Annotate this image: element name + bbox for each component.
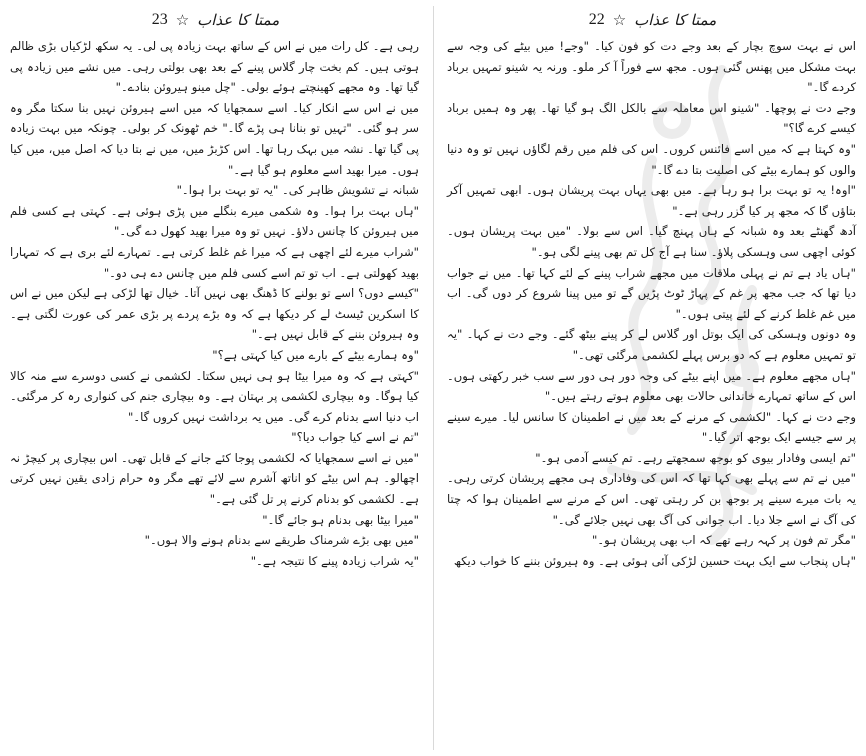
page-header xyxy=(6,6,425,34)
paragraph: "میرا بیٹا بھی بدنام ہو جائے گا۔" xyxy=(262,512,419,527)
star-icon: ☆ xyxy=(612,11,627,29)
paragraph: وجے دت نے پوچھا۔ "شینو اس معاملہ سے بالکل الگ ہو گیا تھا۔ پھر وہ ہمیں برباد کیسے کرے گا؟" xyxy=(447,100,856,136)
paragraph: "ہاں مجھے معلوم ہے۔ میں اپنے بیٹے کی وجہ دور ہی دور سے سب خبر رکھتی ہوں۔ اس کے ساتھ تمہارے خاندانی حالات بھی معلوم ہوتے رہتے ہیں۔" xyxy=(447,368,856,404)
paragraph: وجے دت نے کہا۔ "لکشمی کے مرنے کے بعد میں نے اطمینان کا سانس لیا۔ میرے سینے پر سے جیسے ایک بوجھ اتر گیا۔" xyxy=(447,409,856,445)
paragraph: "مگر تم فون پر کہہ رہے تھے کہ اب بھی پریشان ہو۔" xyxy=(592,533,856,548)
paragraph: "میں نے تم سے پہلے بھی کہا تھا کہ اس کی وفاداری ہی مجھے پریشان کرتی رہی۔ یہ بات میرے سینے پر بوجھ بن کر رہتی تھی۔ اس کے مرنے سے اطمینان ہوا کہ چتا کی آگ نے اسے جلا دیا۔ اب جوانی کی آگ بھی نہیں جلائے گی۔" xyxy=(447,471,856,527)
paragraph: "تم ایسی وفادار بیوی کو بوجھ سمجھتے رہے۔ تم کیسے آدمی ہو۔" xyxy=(535,450,856,465)
paragraph: "کیسے دوں؟ اسے تو بولنے کا ڈھنگ بھی نہیں آتا۔ خیال تھا لڑکی ہے لیکن میں نے اس کا اسکرین ٹیسٹ لے کر دیکھا ہے کہ وہ بڑے پردے پر بڑی عمر کی عورت لگتی ہے۔ وہ ہیروئن بننے کے قابل نہیں ہے۔" xyxy=(10,286,419,342)
paragraph: "ہاں یاد ہے تم نے پہلی ملاقات میں مجھے شراب پینے کے لئے کہا تھا۔ میں نے جواب دیا تھا کہ جب مجھ پر غم کے پہاڑ ٹوٹ پڑیں گے تو میں پینا شروع کر دوں گی۔ اب میں غم غلط کرنے کے لئے پیتی ہوں۔" xyxy=(447,265,856,321)
paragraph: "کہتی ہے کہ وہ میرا بیٹا ہو ہی نہیں سکتا۔ لکشمی نے کسی دوسرے سے منہ کالا کیا ہوگا۔ وہ بیچاری لکشمی پر بہتان ہے۔ وہ بیچاری جنم کی کنواری رہ کر مرگئی۔ اب دنیا اسے بدنام کرے گی۔ میں یہ برداشت نہیں کروں گا۔" xyxy=(10,368,419,424)
star-icon: ☆ xyxy=(175,11,190,29)
paragraph: "یہ شراب زیادہ پینے کا نتیجہ ہے۔" xyxy=(250,553,419,568)
paragraph: وہ دونوں وہسکی کی ایک بوتل اور گلاس لے کر پینے بیٹھ گئے۔ وجے دت نے کہا۔ "یہ تو تمہیں معلوم ہے کہ دو برس پہلے لکشمی مرگئی تھی۔" xyxy=(447,327,856,362)
page-body xyxy=(10,36,419,752)
paragraph: اس نے بہت سوچ بچار کے بعد وجے دت کو فون کیا۔ "وجے! میں بیٹے کی وجہ سے بہت مشکل میں پھنس گئی ہوں۔ مجھ سے فوراً آ کر ملو۔ ورنہ یہ شینو تمہیں برباد کردے گا۔" xyxy=(447,39,856,95)
paragraph: "شراب میرے لئے اچھی ہے کہ میرا غم غلط کرتی ہے۔ تمہارے لئے بری ہے کہ تمہارا بھید کھولتی ہے۔ اب تو تم اسے کسی فلم میں چانس دے ہی دو۔" xyxy=(10,244,419,280)
paragraph: "ہاں پنجاب سے ایک بہت حسین لڑکی آئی ہوئی ہے۔ وہ ہیروئن بننے کا خواب دیکھ xyxy=(453,553,856,568)
paragraph: آدھ گھنٹے بعد وہ شبانہ کے ہاں پہنچ گیا۔ اس سے بولا۔ "میں بہت پریشان ہوں۔ کوئی اچھی سی وہسکی پلاؤ۔ سنا ہے آج کل تم بھی پینے لگی ہو۔" xyxy=(447,224,856,259)
paragraph: "میں بھی بڑے شرمناک طریقے سے بدنام ہونے والا ہوں۔" xyxy=(144,533,419,548)
paragraph: "میں نے اسے سمجھایا کہ لکشمی پوجا کئے جانے کے قابل تھی۔ اس بیچاری پر کیچڑ نہ اچھالو۔ ہم اس بیٹے کو اناتھ آشرم سے لائے تھے مگر وہ حرام زادی یقین نہیں کرتی ہے۔ لکشمی کو بدنام کرنے پر تل گئی ہے۔" xyxy=(10,450,419,507)
running-title: ممتا کا عذاب xyxy=(634,11,717,29)
paragraph: شبانہ نے تشویش ظاہر کی۔ "یہ تو بہت برا ہوا۔" xyxy=(176,183,419,198)
paragraph: رہی ہے۔ کل رات میں نے اس کے ساتھ بہت زیادہ پی لی۔ یہ سکھ لڑکیاں بڑی ظالم ہوتی ہیں۔ کم بخت چار گلاس پینے کے بعد بھی بولتی رہی۔ میں نشے میں زیادہ پی گیا تھا۔ وہ مجھے کھینچتے ہوئے بولی۔ "چل مینو ہیروئن بنادے۔" xyxy=(10,39,419,95)
paragraph: "اوہ! یہ تو بہت برا ہو رہا ہے۔ میں بھی یہاں بہت پریشان ہوں۔ ابھی تمہیں آکر بتاؤں گا کہ مجھ پر کیا گزر رہی ہے۔" xyxy=(447,183,856,218)
paragraph: "ہاں بہت برا ہوا۔ وہ شکمی میرے بنگلے میں پڑی ہوئی ہے۔ کہتی ہے کسی فلم میں ہیروئن کا چانس دلاؤ۔ نہیں تو وہ میرا بھید کھول دے گی۔" xyxy=(10,203,419,239)
running-title: ممتا کا عذاب xyxy=(197,11,280,29)
page-body xyxy=(447,36,856,752)
page-number: 23 xyxy=(151,11,168,28)
page-23 xyxy=(6,0,425,756)
paragraph: "وہ ہمارے بیٹے کے بارے میں کیا کہتی ہے؟" xyxy=(212,347,419,362)
paragraph: میں نے اس سے انکار کیا۔ اسے سمجھایا کہ میں اسے ہیروئن نہیں بنا سکتا مگر وہ سر ہو گئی۔ "تہیں تو بنانا ہی پڑے گا۔" خم ٹھونک کر بولی۔ چونکہ میں بہت زیادہ پی گیا تھا۔ نشہ میں بہک رہا تھا۔ اس کڑبڑ میں، میں نے بتا دیا کہ اصل میں، میں کیا ہوں۔ میرا بھید اسے معلوم ہو گیا ہے۔" xyxy=(10,100,419,177)
paragraph: "تم نے اسے کیا جواب دیا؟" xyxy=(291,430,419,445)
page-number: 22 xyxy=(588,11,605,28)
page-22 xyxy=(443,0,862,756)
book-gutter xyxy=(433,6,434,750)
page-header xyxy=(443,6,862,34)
paragraph: "وہ کہتا ہے کہ میں اسے فائنس کروں۔ اس کی فلم میں رقم لگاؤں نہیں تو وہ دنیا والوں کو ہمارے بیٹے کی اصلیت بتا دے گا۔" xyxy=(447,141,856,177)
